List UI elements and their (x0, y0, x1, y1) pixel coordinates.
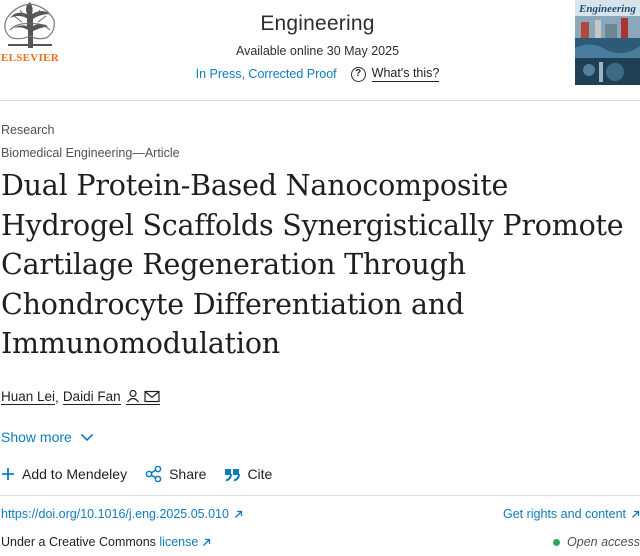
cite-button[interactable] (224, 466, 272, 482)
cover-title: Engineering (579, 3, 636, 15)
show-more-label: Show more (1, 429, 72, 445)
external-link-icon (234, 510, 243, 519)
article-title-line: Immunomodulation (1, 327, 280, 360)
external-link-icon (202, 538, 211, 547)
open-access-dot-icon (553, 539, 560, 546)
article-status-row (180, 66, 455, 82)
external-link-icon (631, 510, 640, 519)
article-title-line: Cartilage Regeneration Through (1, 248, 466, 281)
add-to-mendeley-label: Add to Mendeley (22, 466, 128, 482)
cite-label: Cite (247, 466, 273, 482)
doi-link[interactable] (1, 507, 243, 521)
license-link[interactable] (159, 535, 211, 549)
doi-row (1, 507, 640, 521)
article-actions (1, 466, 290, 482)
show-more-button[interactable] (1, 429, 94, 445)
corresponding-author-icons[interactable] (126, 389, 160, 405)
journal-title[interactable]: Engineering (260, 12, 375, 35)
open-access-badge (553, 535, 640, 549)
person-icon (126, 389, 140, 403)
header-divider (0, 100, 640, 101)
publisher-wordmark: ELSEVIER (0, 52, 60, 64)
get-rights-link[interactable] (503, 507, 640, 521)
section-divider (0, 495, 640, 496)
license-link-label: license (159, 535, 199, 549)
author-link[interactable]: Huan Lei (1, 389, 56, 404)
article-title (1, 166, 637, 364)
share-icon (145, 466, 162, 482)
article-section: Biomedical Engineering—Article (1, 146, 180, 160)
author-list (1, 389, 160, 405)
open-access-label: Open access (567, 535, 640, 549)
share-button[interactable] (145, 466, 206, 482)
add-to-mendeley-button[interactable] (1, 466, 127, 482)
plus-icon (1, 467, 15, 481)
article-type: Research (1, 123, 55, 137)
whats-this-button[interactable] (351, 66, 440, 82)
mail-icon (144, 390, 160, 403)
author-separator: , (55, 389, 59, 405)
journal-info (180, 10, 455, 82)
author-link[interactable]: Daidi Fan (62, 389, 121, 404)
doi-link-label: https://doi.org/10.1016/j.eng.2025.05.010 (1, 507, 229, 521)
quote-icon (224, 468, 240, 481)
article-title-line: Chondrocyte Differentiation and (1, 287, 465, 321)
in-press-link[interactable]: In Press, Corrected Proof (195, 67, 337, 81)
whats-this-label: What's this? (371, 66, 440, 80)
available-online-date: Available online 30 May 2025 (235, 44, 400, 58)
license-prefix: Under a Creative Commons (1, 535, 156, 549)
license-row (1, 535, 640, 549)
journal-cover-image[interactable] (575, 0, 640, 85)
get-rights-label: Get rights and content (503, 507, 626, 521)
article-header (0, 0, 640, 98)
help-circle-icon: ? (351, 67, 366, 82)
article-title-line: Dual Protein-Based Nanocomposite (1, 169, 509, 202)
article-title-line: Hydrogel Scaffolds Synergistically Promote (1, 208, 624, 242)
share-label: Share (169, 466, 207, 482)
chevron-down-icon (80, 433, 94, 442)
